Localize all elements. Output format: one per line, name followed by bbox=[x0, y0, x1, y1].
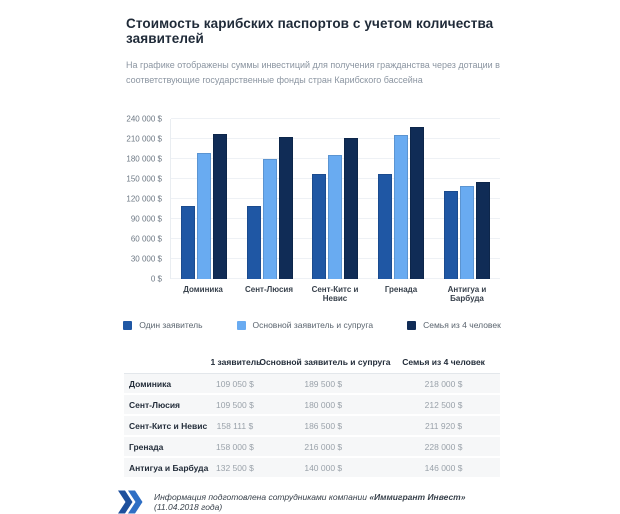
x-axis-category-label: Гренада bbox=[384, 285, 418, 294]
bar bbox=[328, 155, 342, 279]
table-cell: 158 000 $ bbox=[215, 441, 254, 452]
bar-group bbox=[368, 119, 434, 279]
x-axis-category-label: Доминика bbox=[183, 285, 223, 294]
footer-attribution bbox=[154, 492, 500, 512]
legend-swatch bbox=[237, 321, 246, 330]
table-cell: 211 920 $ bbox=[424, 420, 463, 431]
bar bbox=[197, 153, 211, 279]
table-body bbox=[124, 374, 500, 479]
bar-group bbox=[237, 119, 303, 279]
table-header-cell: Основной заявитель и супруга bbox=[259, 357, 391, 367]
bar bbox=[394, 135, 408, 279]
table-cell: 180 000 $ bbox=[304, 399, 343, 410]
bar bbox=[460, 186, 474, 279]
table-header-cell: 1 заявитель bbox=[210, 357, 262, 367]
table-cell: 109 500 $ bbox=[215, 399, 254, 410]
bar-groups bbox=[171, 119, 500, 279]
data-table bbox=[124, 351, 500, 479]
page-title: Стоимость карибских паспортов с учетом количества заявителей bbox=[126, 16, 494, 46]
bar bbox=[410, 127, 424, 279]
bar bbox=[213, 134, 227, 279]
footer-text-suffix: (11.04.2018 года) bbox=[154, 502, 223, 512]
y-axis-tick-label: 150 000 $ bbox=[126, 174, 162, 184]
bar-group bbox=[434, 119, 500, 279]
table-row-label: Сент-Китс и Невис bbox=[129, 420, 208, 431]
table-row-label: Гренада bbox=[129, 441, 164, 452]
x-axis-category-label: Сент-Люсия bbox=[244, 285, 293, 294]
table-cell: 218 000 $ bbox=[424, 378, 463, 389]
table-cell: 132 500 $ bbox=[215, 462, 254, 473]
bar bbox=[444, 191, 458, 279]
table-row bbox=[124, 374, 500, 395]
table-row-label: Сент-Люсия bbox=[129, 399, 181, 410]
bar-group bbox=[303, 119, 369, 279]
legend-item bbox=[123, 320, 202, 330]
legend-label: Семья из 4 человек bbox=[423, 320, 501, 330]
table-cell: 186 500 $ bbox=[304, 420, 343, 431]
table-cell: 216 000 $ bbox=[304, 441, 343, 452]
footer-company-name: «Иммигрант Инвест» bbox=[369, 492, 466, 502]
table-row bbox=[124, 416, 500, 437]
content-column bbox=[124, 0, 500, 514]
x-axis-category-label: Сент-Китс и Невис bbox=[311, 285, 359, 303]
bar bbox=[344, 138, 358, 279]
table-cell: 212 500 $ bbox=[424, 399, 463, 410]
legend-label: Основной заявитель и супруга bbox=[252, 320, 374, 330]
y-axis bbox=[124, 114, 164, 284]
bar-chart bbox=[124, 114, 500, 303]
table-cell: 146 000 $ bbox=[424, 462, 463, 473]
table-cell: 158 111 $ bbox=[216, 420, 254, 431]
table-row bbox=[124, 458, 500, 479]
double-chevron-right-icon bbox=[118, 490, 143, 514]
x-axis-category-label: Антигуа и Барбуда bbox=[447, 285, 487, 303]
footer bbox=[118, 490, 500, 514]
legend-label: Один заявитель bbox=[139, 320, 203, 330]
y-axis-tick-label: 90 000 $ bbox=[130, 214, 162, 224]
table-header-row bbox=[124, 351, 500, 374]
page-subtitle bbox=[126, 58, 500, 88]
legend-item bbox=[237, 320, 374, 330]
bar bbox=[312, 174, 326, 279]
bar bbox=[181, 206, 195, 279]
table-row-label: Доминика bbox=[129, 378, 172, 389]
table-cell: 228 000 $ bbox=[424, 441, 463, 452]
bar bbox=[247, 206, 261, 279]
footer-text-prefix: Информация подготовлена сотрудниками компании bbox=[154, 492, 370, 502]
plot-area bbox=[170, 119, 500, 279]
legend-swatch bbox=[123, 321, 132, 330]
y-axis-tick-label: 240 000 $ bbox=[126, 114, 162, 124]
y-axis-tick-label: 0 $ bbox=[150, 274, 162, 284]
y-axis-tick-label: 120 000 $ bbox=[126, 194, 162, 204]
x-axis-labels bbox=[170, 285, 500, 303]
chart-legend bbox=[124, 320, 500, 330]
table-header-cell: Семья из 4 человек bbox=[402, 357, 485, 367]
table-cell: 140 000 $ bbox=[304, 462, 343, 473]
subtitle-line-2: соответствующие государственные фонды стран Карибского бассейна bbox=[126, 75, 423, 85]
subtitle-line-1: На графике отображены суммы инвестиций для получения гражданства через дотации в bbox=[126, 60, 500, 70]
bar bbox=[263, 159, 277, 279]
legend-swatch bbox=[407, 321, 416, 330]
table-cell: 189 500 $ bbox=[304, 378, 343, 389]
y-axis-tick-label: 210 000 $ bbox=[126, 134, 162, 144]
bar bbox=[378, 174, 392, 279]
bar bbox=[476, 182, 490, 279]
table-row bbox=[124, 437, 500, 458]
bar-group bbox=[171, 119, 237, 279]
y-axis-tick-label: 180 000 $ bbox=[126, 154, 162, 164]
table-row bbox=[124, 395, 500, 416]
bar bbox=[279, 137, 293, 279]
y-axis-tick-label: 30 000 $ bbox=[130, 254, 162, 264]
table-cell: 109 050 $ bbox=[215, 378, 254, 389]
legend-item bbox=[407, 320, 501, 330]
y-axis-tick-label: 60 000 $ bbox=[130, 234, 162, 244]
table-row-label: Антигуа и Барбуда bbox=[129, 462, 209, 473]
